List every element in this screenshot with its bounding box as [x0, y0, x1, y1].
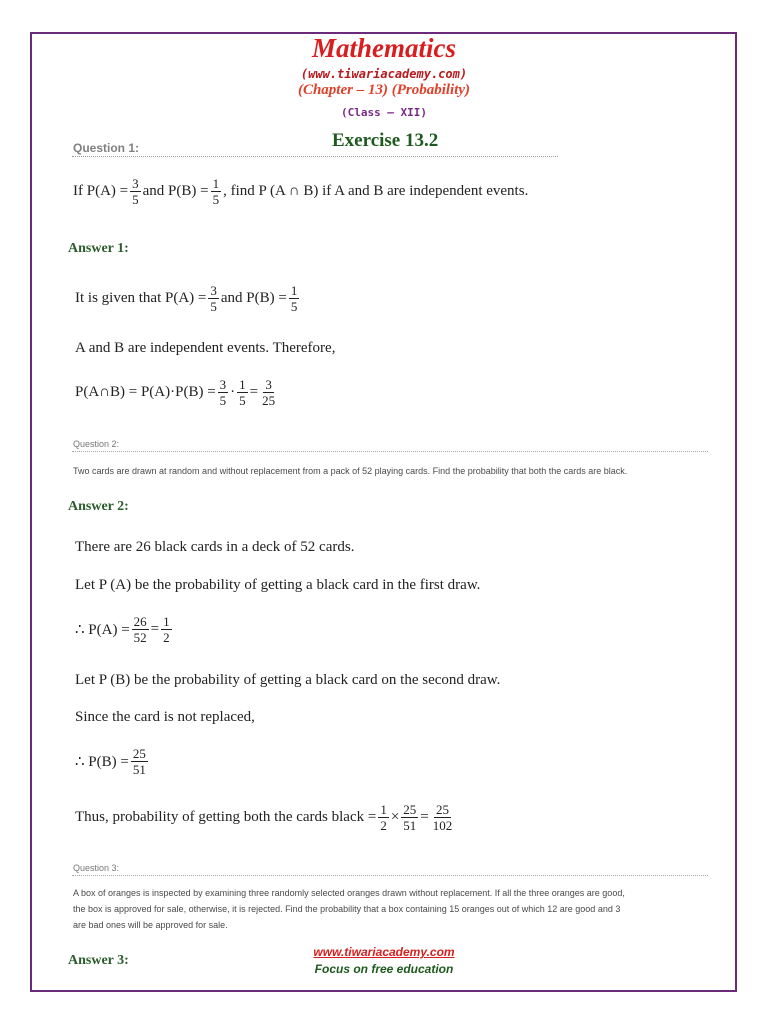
header-class: (Class – XII)	[340, 106, 428, 119]
answer-3-label: Answer 3:	[68, 953, 129, 968]
answer-1-line-2: A and B are independent events. Therefore,	[75, 340, 336, 356]
answer-2-line-2: Let P (A) be the probability of getting a black card in the first draw.	[75, 577, 481, 593]
a1-l3-fraction-3: $\frac{3}{25}$	[262, 377, 276, 408]
a1-l3-fraction-2: $\frac{1}{5}$	[239, 377, 246, 408]
header-site: (www.tiwariacademy.com)	[300, 67, 468, 81]
a1-l3-eq: =	[249, 384, 259, 400]
question-3-line-2: the box is approved for sale, otherwise, it is rejected. Find the probability that a box containing 15 oranges out of which 12 are good and 3	[73, 904, 621, 914]
a1-l1-pre: It is given that P(A) =	[75, 290, 207, 306]
a2-l6-pre: ∴ P(B) =	[75, 754, 129, 770]
question-1-label: Question 1:	[73, 141, 140, 155]
exercise-title: Exercise 13.2	[332, 130, 439, 151]
header-chapter: (Chapter – 13) (Probability)	[297, 82, 471, 98]
question-3-line-1: A box of oranges is inspected by examining three randomly selected oranges drawn without replacement. If all the three oranges are good,	[73, 888, 625, 898]
answer-1-line-1	[75, 283, 301, 314]
answer-2-line-6	[75, 746, 150, 777]
a2-l7-pre: Thus, probability of getting both the cards black =	[75, 809, 377, 825]
a2-l3-fraction-2: $\frac{1}{2}$	[163, 614, 170, 645]
question-1-text	[73, 176, 528, 207]
answer-2-label: Answer 2:	[68, 499, 129, 514]
a2-l7-fraction-3: $\frac{25}{102}$	[432, 802, 453, 833]
q1-fraction-a: $\frac{3}{5}$	[132, 176, 139, 207]
q1-fraction-b: $\frac{1}{5}$	[212, 176, 220, 207]
a2-l7-fraction-2: $\frac{25}{51}$	[403, 802, 417, 833]
footer-site-link[interactable]: www.tiwariacademy.com	[313, 945, 455, 959]
footer-tagline: Focus on free education	[314, 962, 454, 976]
a2-l3-eq: =	[150, 621, 160, 637]
answer-2-line-5: Since the card is not replaced,	[75, 709, 255, 725]
q1-post: , find P (A ∩ B) if A and B are independent events.	[223, 183, 529, 199]
a2-l7-fraction-1: $\frac{1}{2}$	[380, 802, 387, 833]
a1-l3-dot: ·	[230, 384, 236, 400]
question-3-divider	[72, 875, 708, 876]
question-2-label: Question 2:	[73, 439, 120, 449]
answer-2-line-1: There are 26 black cards in a deck of 52 cards.	[75, 539, 355, 555]
a2-l7-eq: =	[420, 809, 429, 825]
a1-l3-fraction-1: $\frac{3}{5}$	[219, 377, 227, 408]
a1-fraction-b: $\frac{1}{5}$	[290, 283, 298, 314]
question-2-text: Two cards are drawn at random and without replacement from a pack of 52 playing cards. Find the probability that both the cards are black.	[73, 466, 628, 476]
question-3-line-3: are bad ones will be approved for sale.	[73, 920, 228, 930]
a2-l7-times: ×	[390, 809, 400, 825]
q1-pre: If P(A) =	[73, 183, 129, 199]
a1-l3-pre: P(A∩B) = P(A)·P(B) =	[75, 384, 216, 400]
a1-l1-mid: and P(B) =	[220, 290, 287, 306]
question-2-divider	[72, 451, 708, 452]
q1-mid: and P(B) =	[142, 183, 209, 199]
question-1-divider	[72, 156, 558, 157]
a2-l6-fraction: $\frac{25}{51}$	[132, 746, 146, 777]
page-title: Mathematics	[311, 33, 456, 63]
answer-2-line-3	[75, 614, 174, 645]
a1-fraction-a: $\frac{3}{5}$	[210, 283, 217, 314]
answer-1-line-3	[75, 377, 279, 408]
answer-2-line-7	[75, 802, 456, 833]
a2-l3-pre: ∴ P(A) =	[75, 622, 130, 638]
answer-1-label: Answer 1:	[68, 241, 129, 256]
question-3-label: Question 3:	[73, 863, 120, 873]
a2-l3-fraction-1: $\frac{26}{52}$	[133, 614, 147, 645]
answer-2-line-4: Let P (B) be the probability of getting a black card on the second draw.	[75, 672, 501, 688]
